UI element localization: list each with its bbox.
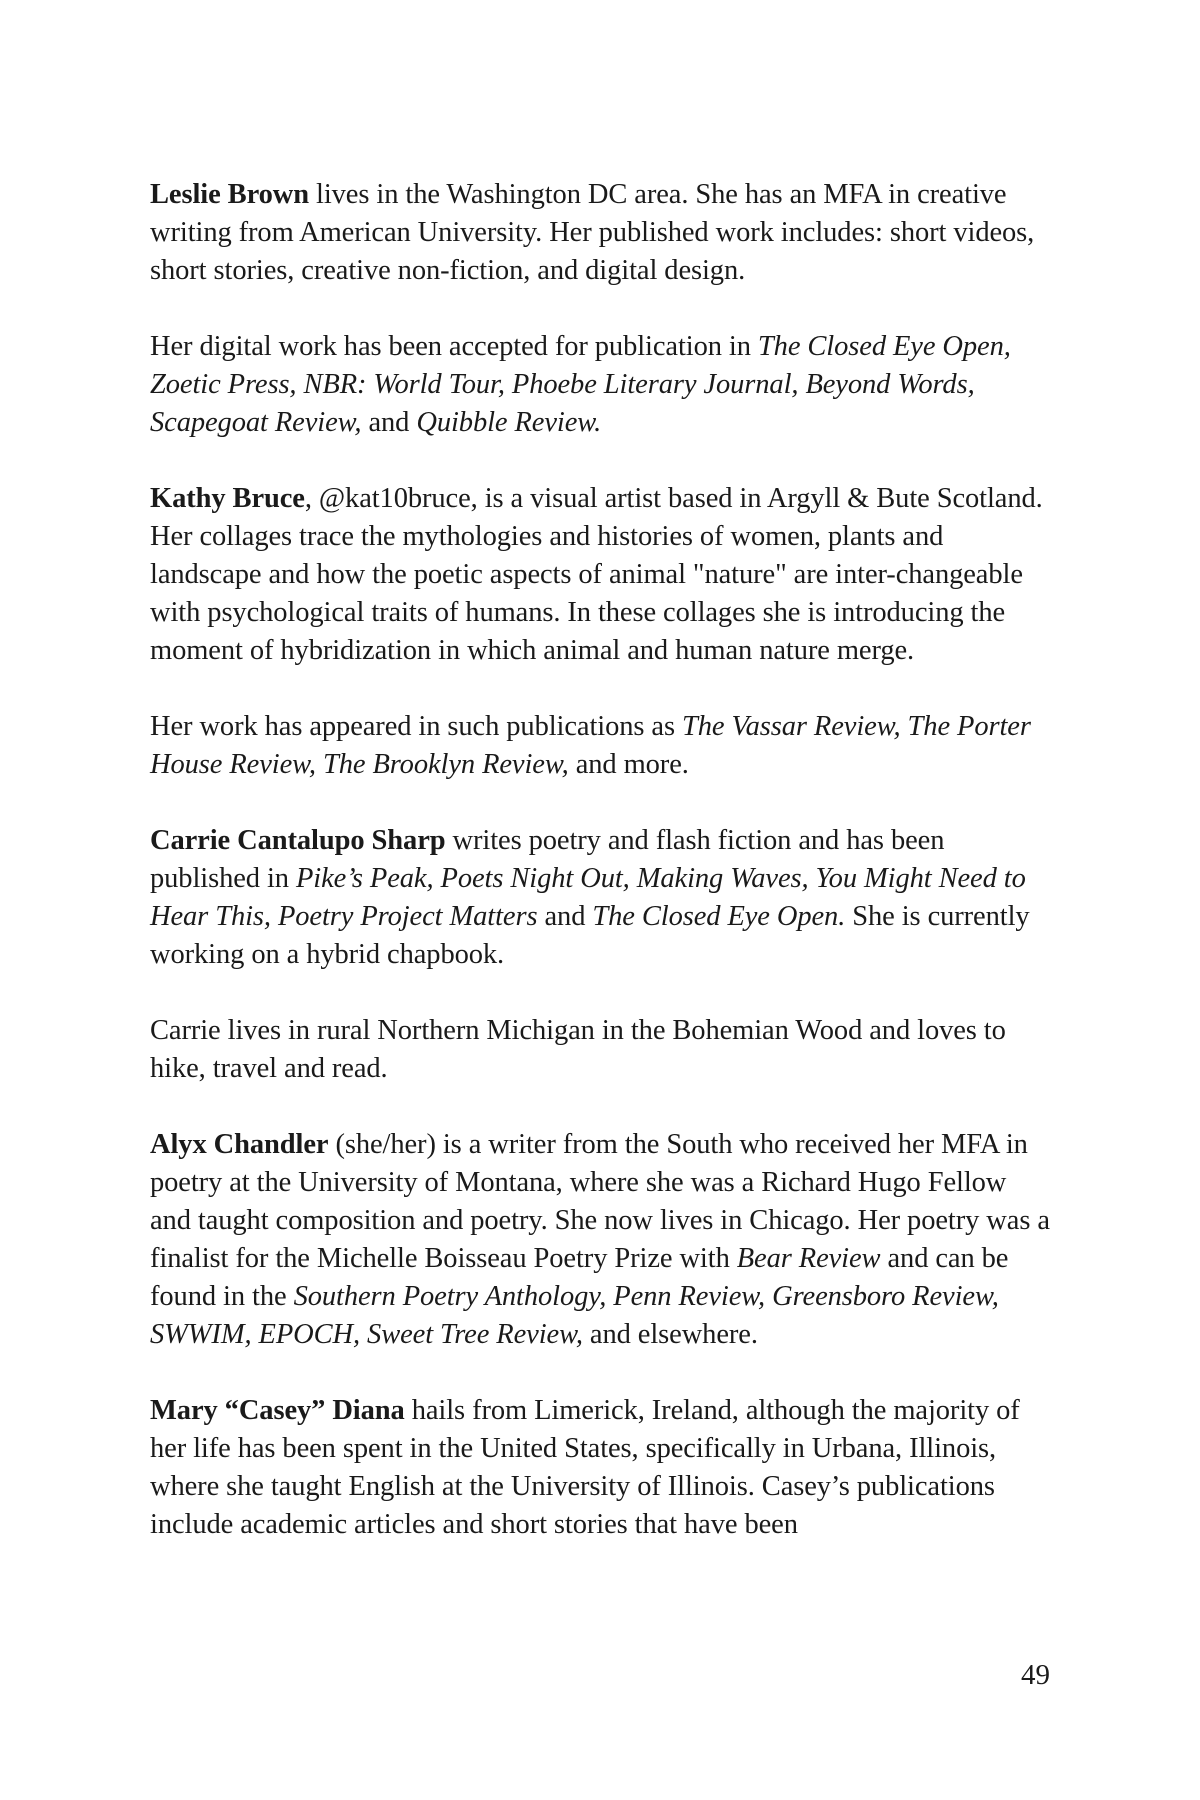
publication-titles: Pike’s Peak, Poets Night Out, Making Waves, You Might Need to Hear This, Poetry Project Matters xyxy=(150,863,1026,932)
publication-titles: Quibble Review. xyxy=(416,407,602,438)
contributor-name: Leslie Brown xyxy=(150,179,309,210)
contributor-name: Alyx Chandler xyxy=(150,1129,329,1160)
bio-text: , @kat10bruce, is a visual artist based in Argyll & Bute Scotland. Her collages trace the mythologies and histories of women, plants and landscape and how the poetic aspects of animal "nature" are inter-changeable with psychological traits of humans. In these collages she is introducing the moment of hybridization in which animal and human nature merge. xyxy=(150,483,1043,666)
bio-text: She is currently working on a hybrid chapbook. xyxy=(150,901,1030,970)
bio-text: and elsewhere. xyxy=(582,1319,758,1350)
bio-text: writes poetry and flash fiction and has been published in xyxy=(150,825,945,894)
contributor-bio xyxy=(150,176,1050,442)
publication-titles: Bear Review xyxy=(736,1243,881,1274)
contributor-name: Mary “Casey” Diana xyxy=(150,1395,405,1426)
publication-titles: Southern Poetry Anthology, Penn Review, Greensboro Review, SWWIM, EPOCH, Sweet Tree Review, xyxy=(150,1281,999,1350)
bio-paragraph xyxy=(150,822,1050,974)
contributor-bio xyxy=(150,480,1050,784)
bio-text: and more. xyxy=(568,749,689,780)
publication-titles: The Vassar Review, The Porter House Review, The Brooklyn Review, xyxy=(150,711,1031,780)
bio-paragraph xyxy=(150,1392,1050,1544)
publication-titles: The Closed Eye Open, Zoetic Press, NBR: World Tour, Phoebe Literary Journal, Beyond Words, Scapegoat Review, xyxy=(150,331,1011,438)
contributor-bio xyxy=(150,1126,1050,1354)
bio-paragraph xyxy=(150,176,1050,290)
bio-text: and xyxy=(537,901,593,932)
bio-paragraph xyxy=(150,708,1050,784)
page-number: 49 xyxy=(1021,1659,1050,1691)
bio-text: Her work has appeared in such publications as xyxy=(150,711,682,742)
publication-titles: The Closed Eye Open. xyxy=(592,901,846,932)
contributor-bios xyxy=(150,176,1050,1582)
bio-text: Carrie lives in rural Northern Michigan in the Bohemian Wood and loves to hike, travel and read. xyxy=(150,1015,1006,1084)
bio-text: and xyxy=(361,407,417,438)
contributor-name: Carrie Cantalupo Sharp xyxy=(150,825,446,856)
bio-text: (she/her) is a writer from the South who received her MFA in poetry at the University of Montana, where she was a Richard Hugo Fellow and taught composition and poetry. She now lives in Chicago. Her poetry was a finalist for the Michelle Boisseau Poetry Prize with xyxy=(150,1129,1050,1274)
bio-text: hails from Limerick, Ireland, although the majority of her life has been spent in the United States, specifically in Urbana, Illinois, where she taught English at the University of Illinois. Casey’s publications include academic articles and short stories that have been xyxy=(150,1395,1020,1540)
bio-text: and can be found in the xyxy=(150,1243,1009,1312)
bio-text: lives in the Washington DC area. She has an MFA in creative writing from American University. Her published work includes: short videos, short stories, creative non-fiction, and digital design. xyxy=(150,179,1035,286)
bio-paragraph xyxy=(150,1126,1050,1354)
bio-text: Her digital work has been accepted for publication in xyxy=(150,331,758,362)
bio-paragraph xyxy=(150,480,1050,670)
bio-paragraph xyxy=(150,328,1050,442)
bio-paragraph xyxy=(150,1012,1050,1088)
contributor-bio xyxy=(150,822,1050,1088)
contributor-name: Kathy Bruce xyxy=(150,483,305,514)
contributor-bio xyxy=(150,1392,1050,1544)
